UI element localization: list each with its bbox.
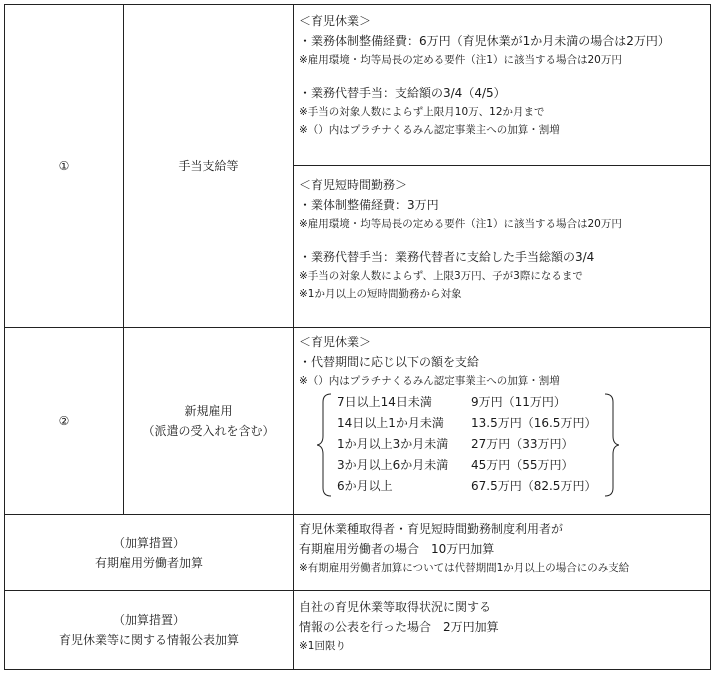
detail-line: ・業務代替手当：業務代替者に支給した手当総額の3/4 — [299, 250, 595, 264]
detail-line: 有期雇用労働者の場合 10万円加算 — [299, 542, 495, 556]
note-line: ※有期雇用労働者加算については代替期間1か月以上の場合にのみ支給 — [299, 562, 630, 574]
row4-label-line2: 育児休業等に関する情報公表加算 — [58, 633, 239, 647]
row1-number-cell — [5, 5, 123, 327]
row2-label-line2: （派遣の受入れを含む） — [142, 424, 275, 438]
row1-number: ① — [58, 159, 70, 173]
block-heading: ＜育児休業＞ — [299, 335, 372, 349]
row-divider-1a — [293, 165, 710, 166]
row3-content — [299, 519, 629, 577]
period-row — [337, 413, 596, 434]
note-line: ※手当の対象人数によらず上限月10万、12か月まで — [299, 106, 545, 118]
period-amount: 9万円（11万円） — [471, 395, 566, 409]
block-heading: ＜育児休業＞ — [299, 14, 372, 28]
period-amount-list — [317, 392, 619, 498]
period-row — [337, 434, 574, 455]
detail-line: ・代替期間に応じ以下の額を支給 — [299, 355, 480, 369]
period-term: 14日以上1か月未満 — [337, 416, 444, 430]
period-amount: 13.5万円（16.5万円） — [471, 416, 597, 430]
row3-label-line1: （加算措置） — [112, 535, 185, 550]
row1-block1 — [299, 11, 670, 139]
row2-label-cell — [124, 328, 293, 514]
row1-label: 手当支給等 — [178, 159, 239, 173]
row2-content — [299, 332, 619, 498]
row4-label-line1: （加算措置） — [112, 613, 185, 627]
row3-label-line2: 有期雇用労働者加算 — [94, 555, 203, 570]
period-row — [337, 455, 574, 476]
detail-line: ・業務代替手当：支給額の3/4（4/5） — [299, 86, 506, 100]
note-line: ※手当の対象人数によらず、上限3万円、子が3際になるまで — [299, 270, 583, 282]
note-line: ※1か月以上の短時間勤務から対象 — [299, 288, 462, 300]
note-line: ※雇用環境・均等局長の定める要件（注1）に該当する場合は20万円 — [299, 54, 622, 66]
row4-label-cell — [5, 591, 293, 669]
period-row — [337, 476, 596, 497]
row4-content — [299, 597, 499, 655]
detail-line: ・業務体制整備経費：6万円（育児休業が1か月未満の場合は2万円） — [299, 34, 670, 48]
period-term: 7日以上14日未満 — [337, 395, 432, 409]
note-line: ※雇用環境・均等局長の定める要件（注1）に該当する場合は20万円 — [299, 218, 622, 230]
row2-number-cell — [5, 328, 123, 514]
row1-label-cell — [124, 5, 293, 327]
spacer — [299, 69, 670, 83]
period-row — [337, 392, 566, 413]
note-line: ※（）内はプラチナくるみん認定事業主への加算・割増 — [299, 375, 560, 387]
note-line: ※1回限り — [299, 640, 346, 652]
block-heading: ＜育児短時間勤務＞ — [299, 178, 408, 192]
subsidy-table — [4, 4, 711, 670]
note-line: ※（）内はプラチナくるみん認定事業主への加算・割増 — [299, 124, 560, 136]
period-amount: 67.5万円（82.5万円） — [471, 479, 597, 493]
period-amount: 27万円（33万円） — [471, 437, 574, 451]
row2-number: ② — [58, 414, 70, 428]
column-divider-2 — [293, 5, 294, 669]
period-term: 6か月以上 — [337, 479, 393, 493]
spacer — [299, 233, 622, 247]
period-term: 1か月以上3か月未満 — [337, 437, 449, 451]
row1-block2 — [299, 175, 622, 303]
detail-line: 自社の育児休業等取得状況に関する — [299, 600, 492, 614]
row2-label-line1: 新規雇用 — [184, 404, 233, 418]
detail-line: 育児休業種取得者・育児短時間勤務制度利用者が — [299, 522, 564, 536]
row3-label-cell — [5, 515, 293, 590]
period-amount: 45万円（55万円） — [471, 458, 574, 472]
detail-line: 情報の公表を行った場合 2万円加算 — [299, 620, 499, 634]
period-term: 3か月以上6か月未満 — [337, 458, 449, 472]
detail-line: ・業体制整備経費：3万円 — [299, 198, 439, 212]
